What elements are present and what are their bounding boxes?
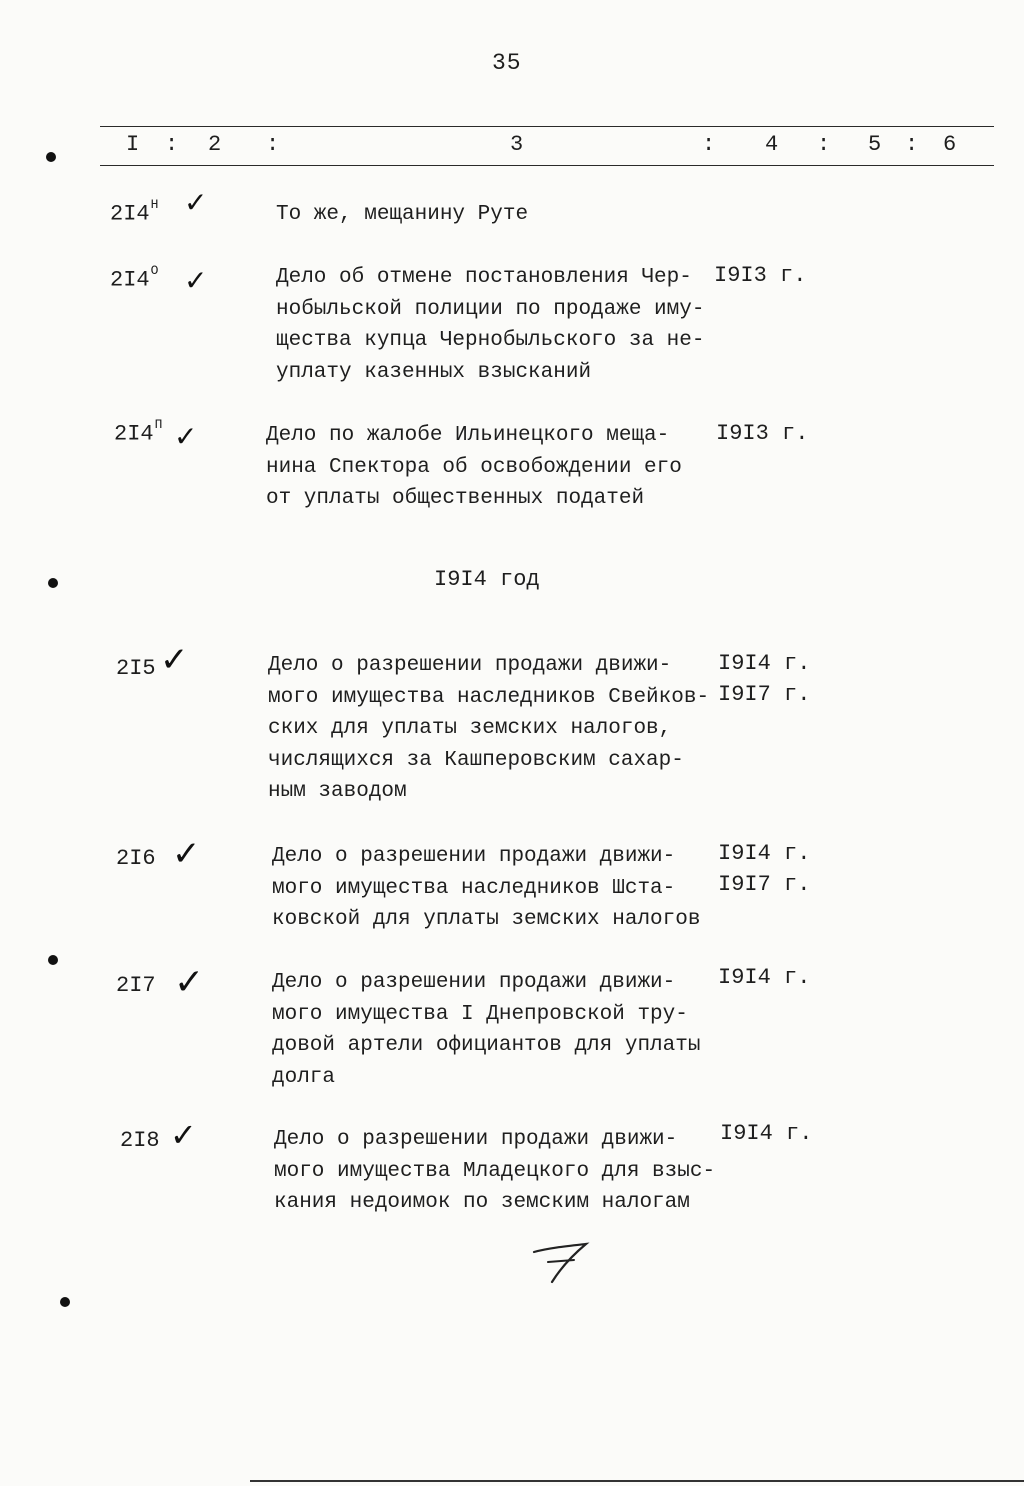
entry-number: 2I6 xyxy=(116,846,156,871)
column-separator: : xyxy=(266,132,280,157)
entry-description: Дело о разрешении продажи движи- мого имущества наследников Шста- ковской для уплаты земских налогов xyxy=(272,845,701,931)
check-mark-icon: ✓ xyxy=(184,186,208,219)
column-header-1: I xyxy=(126,132,140,157)
entry-description: Дело о разрешении продажи движи- мого имущества наследников Свейков- ских для уплаты земских налогов, числящихся за Кашперовским сахар- ным заводом xyxy=(268,654,710,803)
check-mark-icon: ✓ xyxy=(174,962,205,1003)
entry-years: I9I4 г. xyxy=(718,965,811,990)
check-mark-icon: ✓ xyxy=(172,834,201,874)
entry-years: I9I4 г. xyxy=(720,1121,813,1146)
column-separator: : xyxy=(165,132,179,157)
entry-number: $2I4^Н$ xyxy=(110,197,159,227)
check-mark-icon: ✓ xyxy=(174,420,198,453)
punch-hole-icon xyxy=(60,1297,70,1307)
check-mark-icon: ✓ xyxy=(170,1116,197,1154)
entry-years: I9I3 г. xyxy=(716,421,809,446)
column-header-3: 3 xyxy=(510,132,524,157)
entry-number: 2I7 xyxy=(116,973,156,998)
column-separator: : xyxy=(817,132,831,157)
entry-years: I9I4 г. I9I7 г. xyxy=(718,841,811,897)
header-top-rule xyxy=(100,126,994,127)
handwritten-total xyxy=(528,1222,592,1286)
column-header-2: 2 xyxy=(208,132,222,157)
entry-number: $2I4^П$ xyxy=(114,417,163,447)
check-mark-icon: ✓ xyxy=(184,264,208,297)
entry-number: $2I4^О$ xyxy=(110,263,159,293)
column-separator: : xyxy=(905,132,919,157)
entry-number: 2I5 xyxy=(116,656,156,681)
entry-description: Дело по жалобе Ильинецкого меща- нина Спектора об освобождении его от уплаты общественных податей xyxy=(266,424,682,510)
entry-number: 2I8 xyxy=(120,1128,160,1153)
entry-years: I9I3 г. xyxy=(714,263,807,288)
punch-hole-icon xyxy=(46,152,56,162)
check-mark-icon: ✓ xyxy=(160,640,189,680)
column-header-6: 6 xyxy=(943,132,957,157)
year-heading: I9I4 год xyxy=(434,567,540,592)
entry-description: Дело о разрешении продажи движи- мого имущества I Днепровской тру- довой артели официантов для уплаты долга xyxy=(272,971,701,1089)
column-separator: : xyxy=(702,132,716,157)
punch-hole-icon xyxy=(48,955,58,965)
column-header-4: 4 xyxy=(765,132,779,157)
entry-years: I9I4 г. I9I7 г. xyxy=(718,651,811,707)
header-bottom-rule xyxy=(100,165,994,166)
column-header-5: 5 xyxy=(868,132,882,157)
entry-description: Дело об отмене постановления Чер- нобыльской полиции по продаже иму- щества купца Чернобыльского за не- уплату казенных взысканий xyxy=(276,266,705,384)
entry-description: Дело о разрешении продажи движи- мого имущества Младецкого для взыс- кания недоимок по земским налогам xyxy=(274,1128,716,1214)
bottom-edge-rule xyxy=(250,1480,1024,1482)
page-number: 35 xyxy=(492,50,522,76)
punch-hole-icon xyxy=(48,578,58,588)
entry-description: То же, мещанину Руте xyxy=(276,203,529,226)
